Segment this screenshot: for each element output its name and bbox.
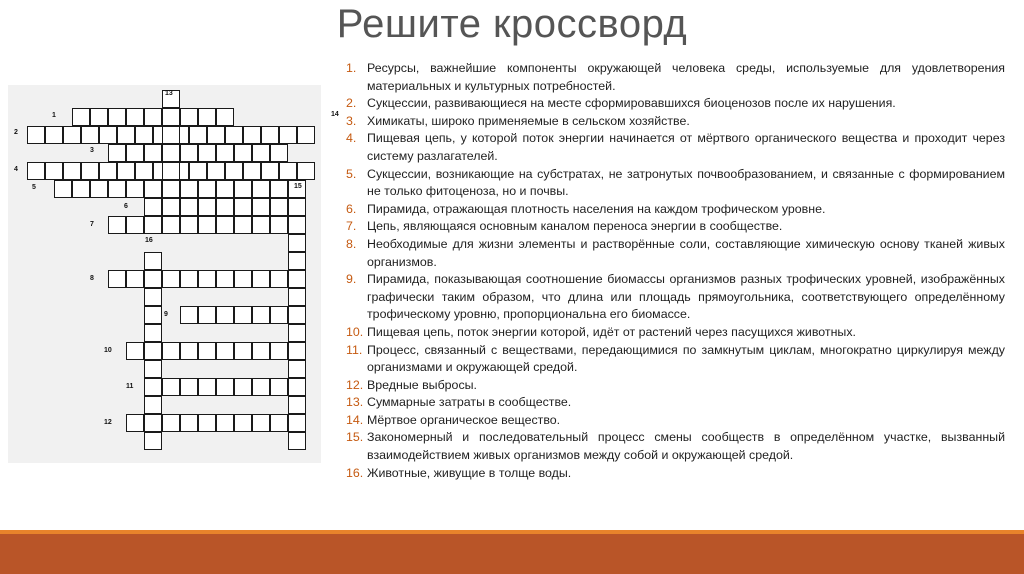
crossword-cell[interactable] <box>216 180 234 198</box>
clue-number-9: 9 <box>164 311 168 318</box>
clue-item-text: Химикаты, широко применяемые в сельском хозяйстве. <box>367 113 690 128</box>
crossword-cell[interactable] <box>126 414 144 432</box>
crossword-cell[interactable] <box>198 378 216 396</box>
page-title: Решите кроссворд <box>336 2 688 46</box>
clue-item-number: 5. <box>346 166 357 181</box>
crossword-cell[interactable] <box>288 324 306 342</box>
crossword-cell[interactable] <box>126 180 144 198</box>
clue-item-text: Процесс, связанный с веществами, передающимися по замкнутым циклам, многократно циркулируя между организмами и окружающей средой. <box>367 342 1005 375</box>
clue-item-text: Закономерный и последовательный процесс смены сообществ в определённом участке, вызванный взаимодействием живых организмов между собой и окружающей средой. <box>367 430 1005 463</box>
crossword-cell[interactable] <box>270 414 288 432</box>
clue-item-number: 15. <box>346 430 364 445</box>
crossword-cell[interactable] <box>144 432 162 450</box>
clue-item-number: 6. <box>346 201 357 216</box>
crossword-cell[interactable] <box>117 126 135 144</box>
crossword-cell[interactable] <box>198 216 216 234</box>
crossword-cell[interactable] <box>234 180 252 198</box>
clue-item-text: Сукцессии, возникающие на субстратах, не затронутых почвообразованием, и связанные с формированием не только фитоценоза, но и почвы. <box>367 166 1005 199</box>
clue-number-3: 3 <box>90 147 94 154</box>
clue-number-7: 7 <box>90 221 94 228</box>
crossword-cell[interactable] <box>162 342 180 360</box>
crossword-cell[interactable] <box>180 378 198 396</box>
crossword-cell[interactable] <box>180 180 198 198</box>
clue-item-text: Вредные выбросы. <box>367 377 477 392</box>
crossword-cell[interactable] <box>225 126 243 144</box>
crossword-cell[interactable] <box>144 342 162 360</box>
crossword-cell[interactable] <box>288 270 306 288</box>
clue-number-1: 1 <box>52 112 56 119</box>
clue-item-number: 2. <box>346 96 357 111</box>
crossword-cell[interactable] <box>288 288 306 306</box>
crossword-cell[interactable] <box>216 414 234 432</box>
crossword-cell[interactable] <box>27 126 45 144</box>
crossword-cell[interactable] <box>198 270 216 288</box>
crossword-cell[interactable] <box>288 342 306 360</box>
crossword-cell[interactable] <box>180 216 198 234</box>
crossword-cell[interactable] <box>180 144 198 162</box>
crossword-cell[interactable] <box>162 162 180 180</box>
clue-item <box>346 324 1005 342</box>
clue-item <box>346 95 1005 113</box>
crossword-cell[interactable] <box>252 414 270 432</box>
crossword-cell[interactable] <box>144 324 162 342</box>
crossword-cell[interactable] <box>162 378 180 396</box>
clue-item-text: Суммарные затраты в сообществе. <box>367 395 572 410</box>
crossword-cell[interactable] <box>234 306 252 324</box>
clue-number-14: 14 <box>331 111 339 118</box>
clue-item <box>346 201 1005 219</box>
crossword-cell[interactable] <box>270 306 288 324</box>
crossword-cell[interactable] <box>144 216 162 234</box>
crossword-cell[interactable] <box>270 144 288 162</box>
crossword-cell[interactable] <box>162 180 180 198</box>
crossword-cell[interactable] <box>207 162 225 180</box>
crossword-cell[interactable] <box>126 108 144 126</box>
crossword-cell[interactable] <box>234 198 252 216</box>
crossword-cell[interactable] <box>144 396 162 414</box>
crossword-cell[interactable] <box>198 180 216 198</box>
clue-number-8: 8 <box>90 275 94 282</box>
crossword-cell[interactable] <box>126 216 144 234</box>
crossword-cell[interactable] <box>270 198 288 216</box>
crossword-cell[interactable] <box>126 144 144 162</box>
crossword-cell[interactable] <box>72 108 90 126</box>
clue-item <box>346 113 1005 131</box>
footer-band <box>0 534 1024 574</box>
crossword-cell[interactable] <box>162 198 180 216</box>
crossword-cell[interactable] <box>126 270 144 288</box>
crossword-cell[interactable] <box>288 360 306 378</box>
clue-item <box>346 271 1005 324</box>
crossword-cell[interactable] <box>288 396 306 414</box>
crossword-cell[interactable] <box>234 342 252 360</box>
clue-item-number: 10. <box>346 324 364 339</box>
crossword-cell[interactable] <box>108 216 126 234</box>
crossword-cell[interactable] <box>270 216 288 234</box>
crossword-cell[interactable] <box>135 126 153 144</box>
crossword-cell[interactable] <box>198 306 216 324</box>
crossword-cell[interactable] <box>279 162 297 180</box>
clue-item-text: Цепь, являющаяся основным каналом переноса энергии в сообществе. <box>367 219 783 234</box>
crossword-cell[interactable] <box>108 108 126 126</box>
crossword-cell[interactable] <box>144 198 162 216</box>
clue-number-12: 12 <box>104 419 112 426</box>
crossword-cell[interactable] <box>288 414 306 432</box>
clue-item-number: 13. <box>346 395 364 410</box>
clue-item <box>346 394 1005 412</box>
clue-item <box>346 342 1005 377</box>
clue-item-text: Пирамида, отражающая плотность населения на каждом трофическом уровне. <box>367 201 826 216</box>
clue-item <box>346 60 1005 95</box>
crossword-cell[interactable] <box>198 108 216 126</box>
crossword-cell[interactable] <box>270 342 288 360</box>
clue-item-number: 8. <box>346 236 357 251</box>
crossword-cell[interactable] <box>81 126 99 144</box>
clue-number-10: 10 <box>104 347 112 354</box>
clue-item <box>346 412 1005 430</box>
crossword-cell[interactable] <box>144 108 162 126</box>
clue-number-13: 13 <box>165 90 173 97</box>
clue-item-text: Мёртвое органическое вещество. <box>367 412 561 427</box>
crossword-cell[interactable] <box>45 126 63 144</box>
crossword-cell[interactable] <box>216 342 234 360</box>
crossword-cell[interactable] <box>252 342 270 360</box>
crossword-cell[interactable] <box>288 198 306 216</box>
crossword-cell[interactable] <box>216 306 234 324</box>
crossword-cell[interactable] <box>144 414 162 432</box>
crossword-cell[interactable] <box>270 180 288 198</box>
crossword-cell[interactable] <box>288 306 306 324</box>
crossword-cell[interactable] <box>162 108 180 126</box>
crossword-cell[interactable] <box>252 378 270 396</box>
crossword-cell[interactable] <box>225 162 243 180</box>
crossword-cell[interactable] <box>216 144 234 162</box>
crossword-cell[interactable] <box>180 306 198 324</box>
clue-item <box>346 377 1005 395</box>
crossword-cell[interactable] <box>252 270 270 288</box>
crossword-cell[interactable] <box>297 162 315 180</box>
crossword-cell[interactable] <box>252 144 270 162</box>
crossword-cell[interactable] <box>252 198 270 216</box>
crossword-cell[interactable] <box>288 432 306 450</box>
crossword-cell[interactable] <box>144 360 162 378</box>
crossword-cell[interactable] <box>180 270 198 288</box>
crossword-cell[interactable] <box>288 252 306 270</box>
clue-item-text: Пирамида, показывающая соотношение биомассы организмов разных трофических уровней, изображённых графически таким образом, что длина или площадь прямоугольника, соответствующего определённому трофическому уровню, пропорциональна его биомассе. <box>367 272 1005 322</box>
crossword-cell[interactable] <box>90 180 108 198</box>
crossword-cell[interactable] <box>216 270 234 288</box>
crossword-cell[interactable] <box>297 126 315 144</box>
crossword-cell[interactable] <box>243 162 261 180</box>
crossword-cell[interactable] <box>117 162 135 180</box>
crossword-cell[interactable] <box>72 180 90 198</box>
clue-item-number: 12. <box>346 377 364 392</box>
crossword-cell[interactable] <box>198 342 216 360</box>
crossword-cell[interactable] <box>99 162 117 180</box>
crossword-cell[interactable] <box>180 198 198 216</box>
crossword-cell[interactable] <box>252 216 270 234</box>
crossword-cell[interactable] <box>45 162 63 180</box>
clue-number-11: 11 <box>126 383 134 390</box>
crossword-cell[interactable] <box>162 414 180 432</box>
crossword-cell[interactable] <box>108 144 126 162</box>
crossword-cell[interactable] <box>288 234 306 252</box>
crossword-cell[interactable] <box>144 306 162 324</box>
clue-item-text: Животные, живущие в толще воды. <box>367 465 572 480</box>
clue-item-number: 4. <box>346 131 357 146</box>
crossword-cell[interactable] <box>27 162 45 180</box>
clue-item <box>346 130 1005 165</box>
crossword-cell[interactable] <box>144 252 162 270</box>
crossword-cell[interactable] <box>180 108 198 126</box>
crossword-cell[interactable] <box>108 270 126 288</box>
crossword-cell[interactable] <box>144 180 162 198</box>
crossword-cell[interactable] <box>261 162 279 180</box>
crossword-cell[interactable] <box>99 126 117 144</box>
crossword-cell[interactable] <box>162 126 180 144</box>
clue-item <box>346 236 1005 271</box>
crossword-cell[interactable] <box>162 270 180 288</box>
clue-item-number: 1. <box>346 61 357 75</box>
crossword-cell[interactable] <box>189 162 207 180</box>
clue-number-2: 2 <box>14 129 18 136</box>
crossword-cell[interactable] <box>81 162 99 180</box>
crossword-cell[interactable] <box>90 108 108 126</box>
clue-item-number: 7. <box>346 219 357 234</box>
crossword-cell[interactable] <box>198 414 216 432</box>
crossword-cell[interactable] <box>216 198 234 216</box>
clue-item-number: 16. <box>346 465 364 480</box>
crossword-cell[interactable] <box>180 414 198 432</box>
crossword-cell[interactable] <box>270 270 288 288</box>
crossword-cell[interactable] <box>108 180 126 198</box>
clue-list <box>346 60 1005 482</box>
crossword-cell[interactable] <box>198 198 216 216</box>
clue-item-text: Необходимые для жизни элементы и растворённые соли, составляющие химическую основу тканей живых организмов. <box>367 236 1005 269</box>
clue-number-15: 15 <box>294 183 302 190</box>
clue-item <box>346 218 1005 236</box>
clue-number-6: 6 <box>124 203 128 210</box>
crossword-grid <box>8 85 339 463</box>
crossword-cell[interactable] <box>270 378 288 396</box>
clue-number-5: 5 <box>32 184 36 191</box>
clue-item <box>346 166 1005 201</box>
crossword-cell[interactable] <box>144 288 162 306</box>
crossword-cell[interactable] <box>144 378 162 396</box>
crossword-cell[interactable] <box>261 126 279 144</box>
crossword-cell[interactable] <box>207 126 225 144</box>
crossword-cell[interactable] <box>288 216 306 234</box>
clue-item <box>346 429 1005 464</box>
crossword-cell[interactable] <box>216 216 234 234</box>
crossword-cell[interactable] <box>162 144 180 162</box>
crossword-cell[interactable] <box>189 126 207 144</box>
clue-item-number: 3. <box>346 113 357 128</box>
clue-number-16: 16 <box>145 237 153 244</box>
clue-number-4: 4 <box>14 166 18 173</box>
crossword-cell[interactable] <box>216 108 234 126</box>
crossword-cell[interactable] <box>234 216 252 234</box>
crossword-cell[interactable] <box>162 216 180 234</box>
crossword-cell[interactable] <box>279 126 297 144</box>
crossword-cell[interactable] <box>180 342 198 360</box>
crossword-cell[interactable] <box>63 126 81 144</box>
crossword-cell[interactable] <box>126 342 144 360</box>
clue-item-text: Ресурсы, важнейшие компоненты окружающей человека среды, используемые для удовлетворения материальных и культурных потребностей. <box>367 61 1005 93</box>
crossword-cell[interactable] <box>144 270 162 288</box>
clue-item-text: Пищевая цепь, поток энергии которой, идёт от растений через пасущихся животных. <box>367 324 856 339</box>
clue-item-text: Сукцессии, развивающиеся на месте сформировавшихся биоценозов после их нарушения. <box>367 96 896 111</box>
clue-item-number: 9. <box>346 272 357 287</box>
clue-item-number: 11. <box>346 342 363 357</box>
crossword-cell[interactable] <box>234 270 252 288</box>
crossword-cell[interactable] <box>252 306 270 324</box>
crossword-cell[interactable] <box>234 378 252 396</box>
crossword-cell[interactable] <box>54 180 72 198</box>
clue-item <box>346 465 1005 483</box>
crossword-cell[interactable] <box>135 162 153 180</box>
crossword-cell[interactable] <box>243 126 261 144</box>
crossword-cell[interactable] <box>144 144 162 162</box>
clue-item-text: Пищевая цепь, у которой поток энергии начинается от мёртвого органического вещества и проходит через систему разлагателей. <box>367 131 1005 163</box>
crossword-cell[interactable] <box>234 144 252 162</box>
crossword-cell[interactable] <box>252 180 270 198</box>
clue-item-number: 14. <box>346 412 364 427</box>
crossword-cell[interactable] <box>288 378 306 396</box>
crossword-cell[interactable] <box>63 162 81 180</box>
crossword-cell[interactable] <box>234 414 252 432</box>
crossword-cell[interactable] <box>198 144 216 162</box>
crossword-cell[interactable] <box>216 378 234 396</box>
